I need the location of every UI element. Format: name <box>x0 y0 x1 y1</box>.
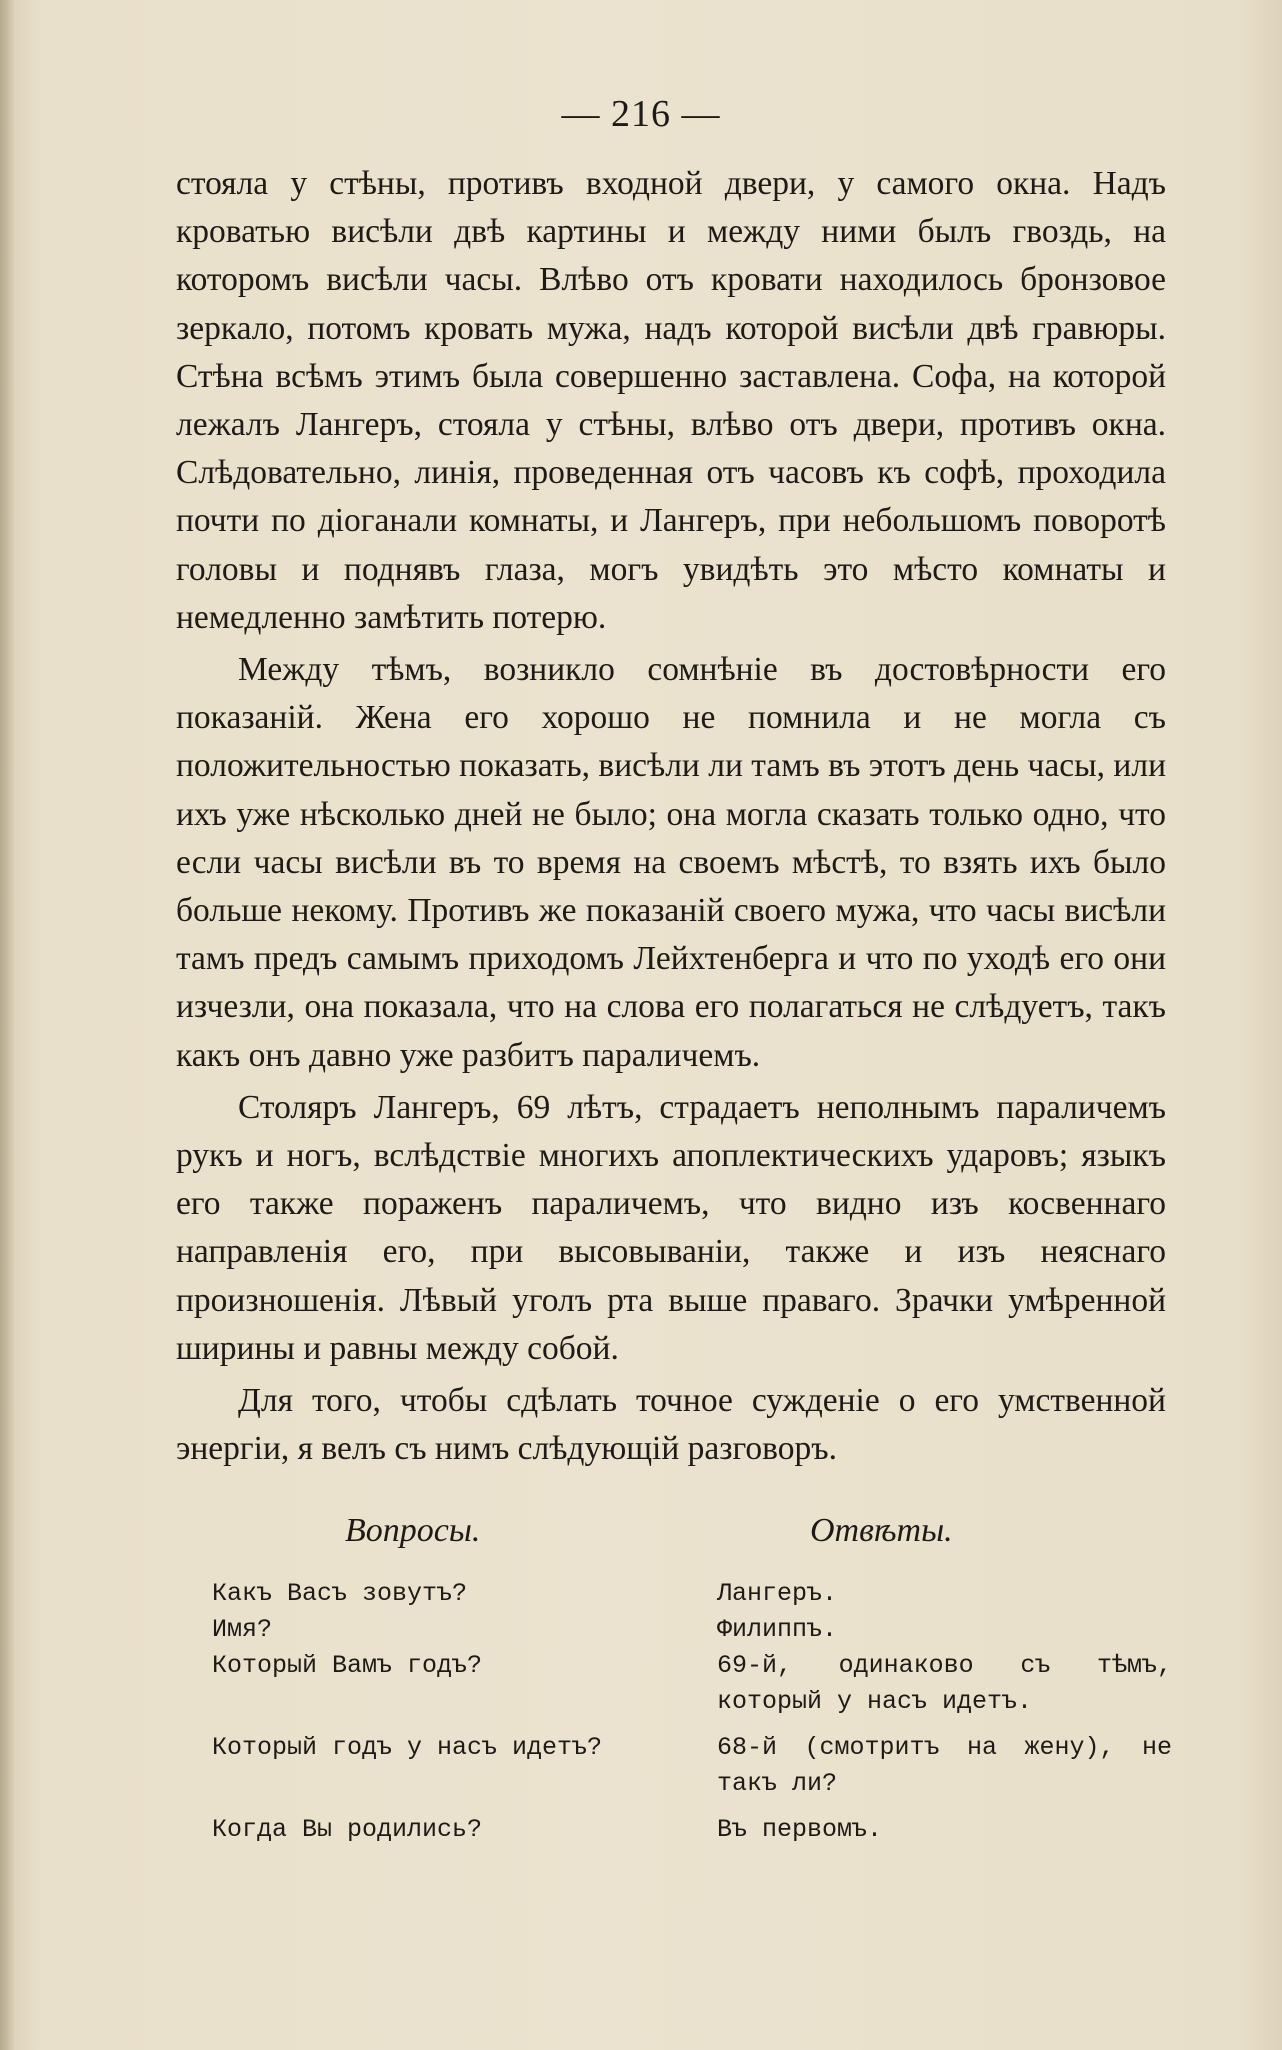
page-number: — 216 — <box>561 93 721 135</box>
answer-text: 69-й, одинаково съ тѣмъ, который у насъ идетъ. <box>717 1651 1172 1716</box>
question-text: Который Вамъ годъ? <box>212 1651 483 1680</box>
qa-row <box>212 1612 1172 1648</box>
qa-table <box>212 1576 1172 1848</box>
qa-row <box>212 1812 1172 1848</box>
paragraph-2: Между тѣмъ, возникло сомнѣніе въ достовѣрности его показаній. Жена его хорошо не помнила и не могла съ положительностью показать, висѣли ли тамъ въ этотъ день часы, или ихъ уже нѣсколько дней не было; она могла сказать только одно, что если часы висѣли въ то время на своемъ мѣстѣ, то взять ихъ было больше некому. Противъ же показаній своего мужа, что часы висѣли тамъ предъ самымъ приходомъ Лейхтенберга и что по уходѣ его они изчезли, она показала, что на слова его полагаться не слѣдуетъ, такъ какъ онъ давно уже разбитъ параличемъ. <box>176 651 1166 1074</box>
question-text: Какъ Васъ зовутъ? <box>212 1579 468 1608</box>
question-text: Когда Вы родились? <box>212 1815 483 1844</box>
page-binding-edge <box>0 0 14 2050</box>
qa-row <box>212 1648 1172 1720</box>
question-text: Который годъ у насъ идетъ? <box>212 1733 603 1762</box>
answers-heading: Отвѣты. <box>810 1512 953 1549</box>
body-text <box>176 160 1166 1473</box>
question-text: Имя? <box>212 1615 273 1644</box>
paragraph-3: Столяръ Лангеръ, 69 лѣтъ, страдаетъ неполнымъ параличемъ рукъ и ногъ, вслѣдствіе многихъ апоплектическихъ ударовъ; языкъ его также пораженъ параличемъ, что видно изъ косвеннаго направленія его, при высовываніи, также и изъ неяснаго произношенія. Лѣвый уголъ рта выше праваго. Зрачки умѣренной ширины и равны между собой. <box>176 1088 1166 1367</box>
answer-text: 68-й (смотритъ на жену), не такъ ли? <box>717 1733 1172 1798</box>
qa-row <box>212 1730 1172 1802</box>
paragraph-4: Для того, чтобы сдѣлать точное сужденіе о его умственной энергіи, я велъ съ нимъ слѣдующій разговоръ. <box>176 1382 1166 1468</box>
answer-text: Филиппъ. <box>717 1615 838 1644</box>
qa-row <box>212 1576 1172 1612</box>
answer-text: Въ первомъ. <box>717 1815 883 1844</box>
paragraph-1: стояла у стѣны, противъ входной двери, у самого окна. Надъ кроватью висѣли двѣ картины и между ними былъ гвоздь, на которомъ висѣли часы. Влѣво отъ кровати находилось бронзовое зеркало, потомъ кровать мужа, надъ которой висѣли двѣ гравюры. Стѣна всѣмъ этимъ была совершенно заставлена. Софа, на которой лежалъ Лангеръ, стояла у стѣны, влѣво отъ двери, противъ окна. Слѣдовательно, линія, проведенная отъ часовъ къ софѣ, проходила почти по діоганали комнаты, и Лангеръ, при небольшомъ поворотѣ головы и поднявъ глаза, могъ увидѣть это мѣсто комнаты и немедленно замѣтить потерю. <box>176 165 1166 636</box>
answer-text: Лангеръ. <box>717 1579 838 1608</box>
questions-heading: Вопросы. <box>345 1512 481 1549</box>
